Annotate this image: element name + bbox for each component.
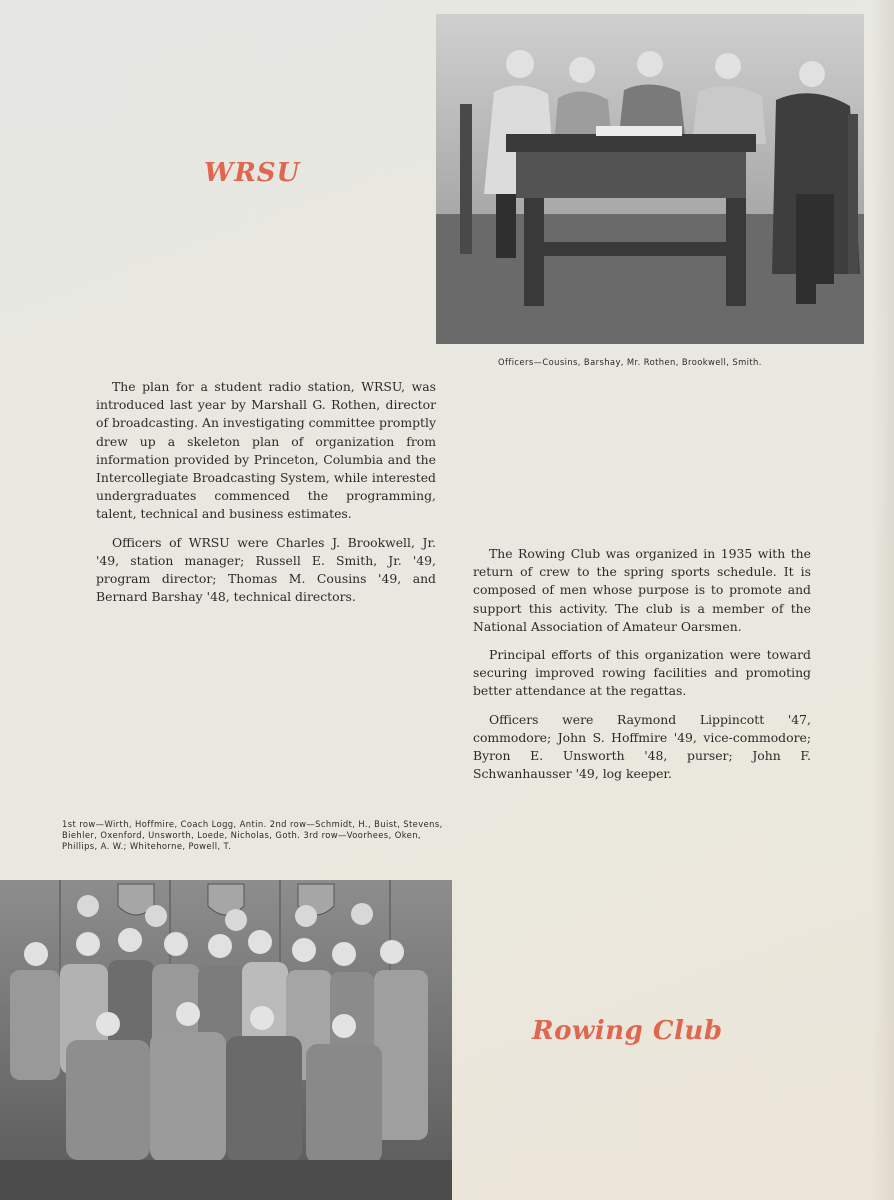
rowing-paragraph-3: Officers were Raymond Lippincott '47, commodore; John S. Hoffmire '49, vice-commodore; Byron E. Unsworth '48, purser; John F. Schwanhausser '49, log keeper. <box>473 711 811 782</box>
page-edge-shadow <box>872 0 894 1200</box>
wrsu-article <box>96 378 436 616</box>
wrsu-officers-photo <box>436 14 864 344</box>
wrsu-paragraph-1: The plan for a student radio station, WRSU, was introduced last year by Marshall G. Rothen, director of broadcasting. An investigating committee promptly drew up a skeleton plan of organization from information provided by Princeton, Columbia and the Intercollegiate Broadcasting System, while interested undergraduates commenced the programming, talent, technical and business estimates. <box>96 379 436 522</box>
rowing-paragraph-1: The Rowing Club was organized in 1935 with the return of crew to the spring sports schedule. It is composed of men whose purpose is to promote and support this activity. The club is a member of the National Association of Amateur Oarsmen. <box>473 546 811 634</box>
wrsu-photo-caption: Officers—Cousins, Barshay, Mr. Rothen, Brookwell, Smith. <box>498 357 762 367</box>
rowing-club-heading: Rowing Club <box>532 1016 723 1046</box>
rowing-paragraph-2: Principal efforts of this organization were toward securing improved rowing facilities and promoting better attendance at the regattas. <box>473 647 811 699</box>
rowing-article <box>473 545 811 793</box>
rowing-photo-caption: 1st row—Wirth, Hoffmire, Coach Logg, Antin. 2nd row—Schmidt, H., Buist, Stevens, Biehler, Oxenford, Unsworth, Loede, Nicholas, Goth. 3rd row—Voorhees, Oken, Phillips, A. W.; Whitehorne, Powell, T. <box>62 819 443 851</box>
rowing-team-photo <box>0 880 452 1200</box>
wrsu-paragraph-2: Officers of WRSU were Charles J. Brookwell, Jr. '49, station manager; Russell E. Smith, Jr. '49, program director; Thomas M. Cousins '49, and Bernard Barshay '48, technical directors. <box>96 534 436 605</box>
wrsu-heading: WRSU <box>204 158 301 188</box>
